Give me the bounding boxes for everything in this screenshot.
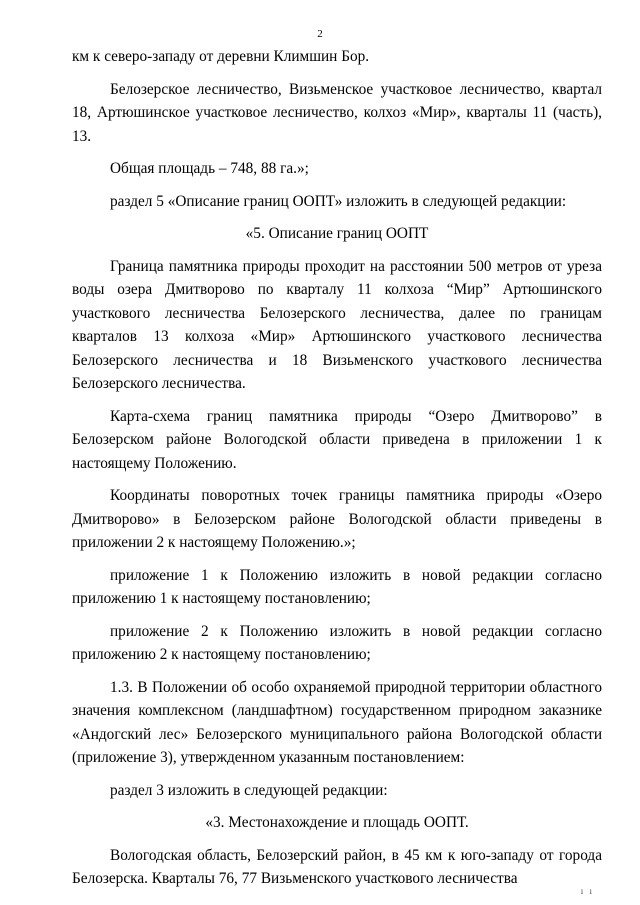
paragraph-coordinates: Координаты поворотных точек границы памятника природы «Озеро Дмитворово» в Белозерском районе Вологодской области приведены в приложении 2 к настоящему Положению.»; [72,487,602,551]
paragraph-item-1-3: 1.3. В Положении об особо охраняемой природной территории областного значения комплексном (ландшафтном) государственном природном заказнике «Андогский лес» Белозерского муниципального района Вологодской области (приложение 3), утвержденном указанным постановлением: [72,678,602,766]
paragraph-section5-instruction: раздел 5 «Описание границ ООПТ» изложить в следующей редакции: [110,192,567,210]
paragraph-map-scheme: Карта-схема границ памятника природы “Озеро Дмитворово” в Белозерском районе Вологодской области приведена в приложении 1 к настоящему Положению. [72,407,602,472]
paragraph-boundary-description: Граница памятника природы проходит на расстоянии 500 метров от уреза воды озера Дмитворово по кварталу 11 колхоза “Мир” Артюшинского участкового лесничества Белозерского лесничества, далее по границам кварталов 13 колхоза «Мир» Артюшинского участкового лесничества Белозерского лесничества и 18 Визьменского участкового лесничества Белозерского лесничества. [72,257,602,392]
paragraph-location-forestry: Белозерское лесничество, Визьменское участковое лесничество, квартал 18, Артюшинское участковое лесничество, колхоз «Мир», кварталы 11 (часть), 13. [72,80,602,145]
paragraph-appendix-1: приложение 1 к Положению изложить в новой редакции согласно приложению 1 к настоящему постановлению; [72,566,602,607]
paragraph-appendix-2: приложение 2 к Положению изложить в новой редакции согласно приложению 2 к настоящему постановлению; [72,622,602,663]
document-body [72,45,602,891]
section3-heading: «3. Местонахождение и площадь ООПТ. [205,814,469,831]
section5-heading: «5. Описание границ ООПТ [245,225,429,242]
paragraph-total-area: Общая площадь – 748, 88 га.»; [110,160,309,177]
scan-corner-marks: ı ı [580,886,594,896]
page-number: 2 [317,28,323,40]
paragraph-continuation: км к северо-западу от деревни Климшин Бор. [72,48,370,65]
paragraph-section3-instruction: раздел 3 изложить в следующей редакции: [110,781,388,799]
paragraph-location-region: Вологодская область, Белозерский район, в 45 км к юго-западу от города Белозерска. Кварталы 76, 77 Визьменского участкового лесничества [72,846,602,887]
